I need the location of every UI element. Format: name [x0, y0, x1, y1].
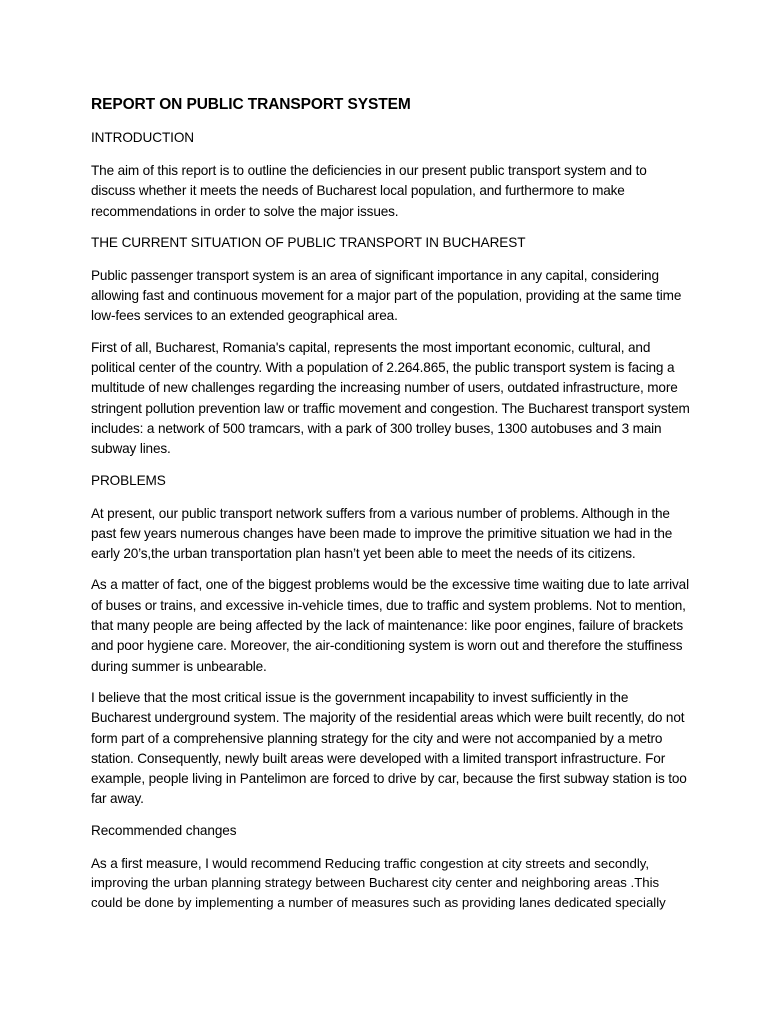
recommendation-lead: As a first measure, I would recommend [91, 855, 325, 871]
section-heading-recommended-changes: Recommended changes [91, 822, 237, 838]
document-page [91, 95, 691, 924]
section-heading-current-situation: THE CURRENT SITUATION OF PUBLIC TRANSPORT IN BUCHAREST [91, 234, 526, 250]
document-title: REPORT ON PUBLIC TRANSPORT SYSTEM [91, 96, 411, 113]
paragraph: The aim of this report is to outline the deficiencies in our present public transport system and to discuss whether it meets the needs of Bucharest local population, and furthermore to make recommendations in order to solve the major issues. [91, 163, 647, 219]
section-heading-introduction: INTRODUCTION [91, 130, 195, 145]
paragraph: First of all, Bucharest, Romania's capital, represents the most important economic, cultural, and political center of the country. With a population of 2.264.865, the public transport system is facing a multitude of new challenges regarding the increasing number of users, outdated infrastructure, more stringent pollution prevention law or traffic movement and congestion. The Bucharest transport system includes: a network of 500 tramcars, with a park of 300 trolley buses, 1300 autobuses and 3 main subway lines. [91, 339, 690, 457]
section-heading-problems: PROBLEMS [91, 472, 166, 488]
recommendation-tail: Reducing traffic congestion at city streets and secondly, improving the urban planning strategy between Bucharest city center and neighboring areas .This could be done by implementing a number of measures such as providing lanes dedicated specially [91, 855, 666, 910]
paragraph: Public passenger transport system is an area of significant importance in any capital, considering allowing fast and continuous movement for a major part of the population, providing at the same time low-fees services to an extended geographical area. [91, 267, 682, 324]
recommendation-paragraph [91, 854, 691, 913]
paragraph: As a matter of fact, one of the biggest problems would be the excessive time waiting due to late arrival of buses or trains, and excessive in-vehicle times, due to traffic and system problems. Not to mention, that many people are being affected by the lack of maintenance: like poor engines, failure of brackets and poor hygiene care. Moreover, the air-conditioning system is worn out and therefore the stuffiness during summer is unbearable. [91, 577, 689, 674]
paragraph: At present, our public transport network suffers from a various number of problems. Although in the past few years numerous changes have been made to improve the primitive situation we had in the early 20’s,the urban transportation plan hasn’t yet been able to meet the needs of its citizens. [91, 505, 673, 562]
paragraph: I believe that the most critical issue is the government incapability to invest sufficiently in the Bucharest underground system. The majority of the residential areas which were built recently, do not form part of a comprehensive planning strategy for the city and were not accompanied by a metro station. Consequently, newly built areas were developed with a limited transport infrastructure. For example, people living in Pantelimon are forced to drive by car, because the first subway station is too far away. [91, 689, 687, 807]
